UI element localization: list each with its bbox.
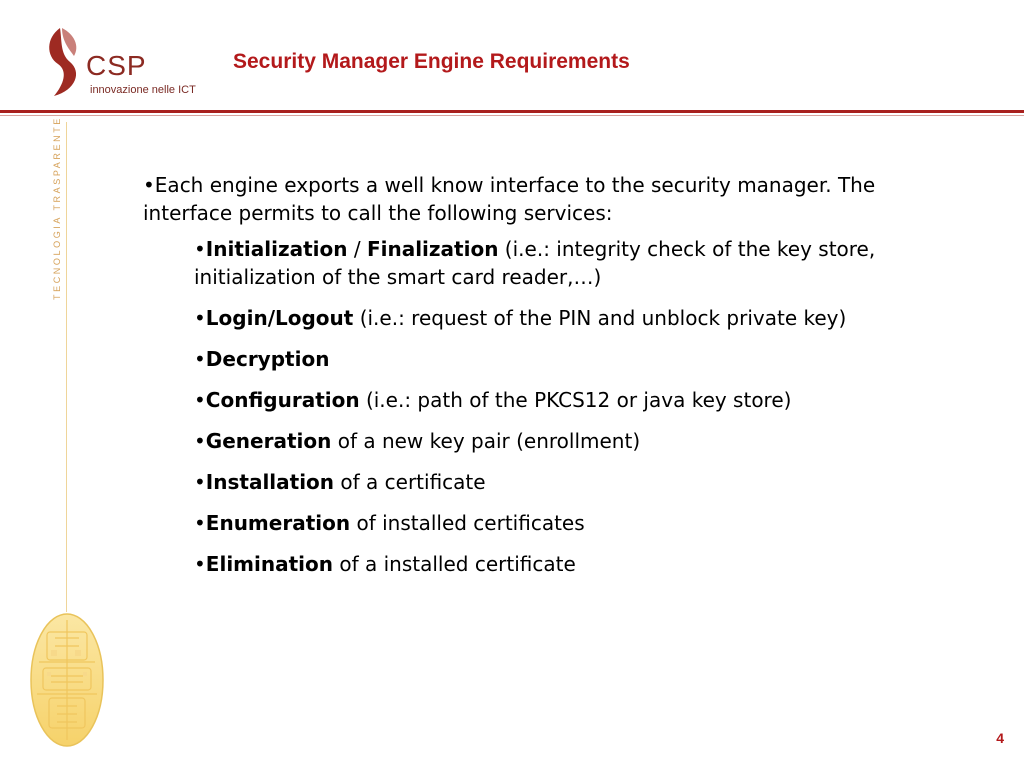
item-term: Login/Logout xyxy=(205,306,354,330)
bullet: • xyxy=(194,347,206,371)
side-label: TECNOLOGIA TRASPARENTE xyxy=(52,116,62,300)
bullet: • xyxy=(194,552,206,576)
slide-title: Security Manager Engine Requirements xyxy=(233,50,630,73)
csp-logo-mark-icon xyxy=(40,26,86,102)
bullet: • xyxy=(194,306,206,330)
item-term: Decryption xyxy=(205,347,330,371)
slide-content xyxy=(143,171,943,591)
item-description: of a new key pair (enrollment) xyxy=(331,429,641,453)
item-description: of a installed certificate xyxy=(333,552,576,576)
list-item-enumeration xyxy=(194,509,927,537)
circuit-chip-icon xyxy=(29,612,105,748)
header-rule xyxy=(0,110,1024,113)
list-item-initialization xyxy=(194,235,927,291)
bullet: • xyxy=(194,388,206,412)
page-number: 4 xyxy=(996,730,1004,746)
bullet: • xyxy=(194,511,206,535)
item-description: (i.e.: integrity check of the key store, initialization of the smart card reader,…) xyxy=(194,237,876,289)
item-term-2: Finalization xyxy=(366,237,499,261)
list-item-decryption xyxy=(194,345,927,373)
list-item-generation xyxy=(194,427,927,455)
csp-logo xyxy=(40,26,220,106)
item-term: Initialization xyxy=(205,237,348,261)
list-item-login xyxy=(194,304,927,332)
item-description: (i.e.: path of the PKCS12 or java key store) xyxy=(359,388,792,412)
bullet: • xyxy=(194,237,206,261)
item-description: of a certificate xyxy=(334,470,486,494)
item-term: Generation xyxy=(205,429,332,453)
item-separator: / xyxy=(347,237,367,261)
item-term: Installation xyxy=(205,470,335,494)
bullet: • xyxy=(194,470,206,494)
item-term: Elimination xyxy=(205,552,333,576)
list-item-configuration xyxy=(194,386,927,414)
logo-brand: CSP xyxy=(86,50,147,81)
item-description: (i.e.: request of the PIN and unblock private key) xyxy=(353,306,847,330)
item-description: of installed certificates xyxy=(350,511,585,535)
side-divider xyxy=(66,122,67,612)
bullet: • xyxy=(194,429,206,453)
list-item-installation xyxy=(194,468,927,496)
item-term: Configuration xyxy=(205,388,360,412)
header-rule-thin xyxy=(0,115,1024,116)
logo-tagline: innovazione nelle ICT xyxy=(90,84,196,96)
item-term: Enumeration xyxy=(205,511,351,535)
list-item-elimination xyxy=(194,550,927,578)
intro-paragraph: •Each engine exports a well know interface to the security manager. The interface permits to call the following services: xyxy=(143,173,876,225)
